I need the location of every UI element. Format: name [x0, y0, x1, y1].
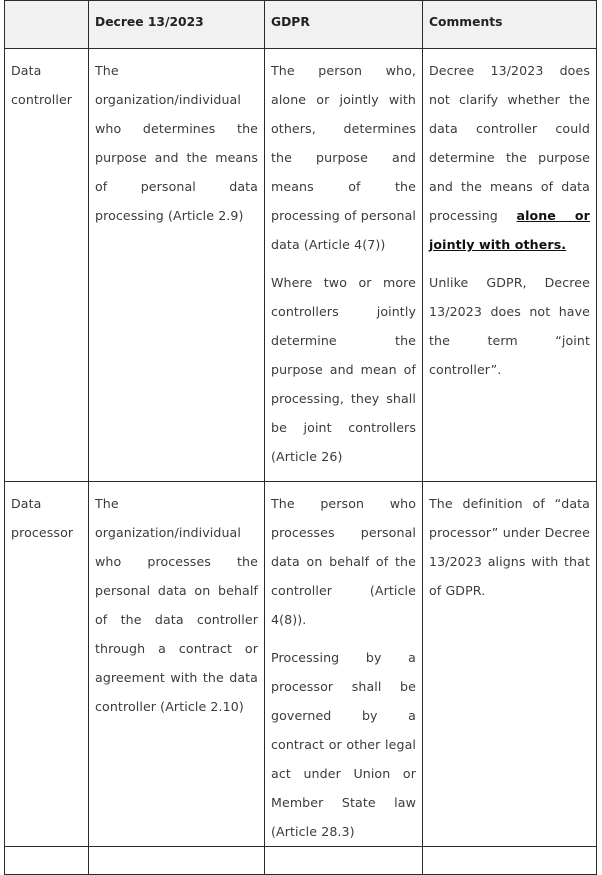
comment-prefix: Decree 13/2023 does not clarify whether the data controller could determine the purpose and the means of data processing: [429, 63, 590, 223]
decree-cell: [89, 482, 265, 847]
table-row-partial: [5, 847, 597, 875]
empty-cell: [265, 847, 423, 875]
term-cell: [5, 49, 89, 482]
table-row: [5, 482, 597, 847]
table-row: [5, 49, 597, 482]
gdpr-text: Processing by a processor shall be governed by a contract or other legal act under Union or Member State law (Article 28.3): [271, 650, 416, 839]
gdpr-text: The person who processes personal data on behalf of the controller (Article 4(8)).: [271, 496, 416, 627]
empty-cell: [5, 847, 89, 875]
header-empty: [5, 1, 89, 49]
empty-cell: [89, 847, 265, 875]
header-row: [5, 1, 597, 49]
header-decree: Decree 13/2023: [89, 1, 265, 49]
term-data-controller: Data controller: [11, 63, 73, 107]
gdpr-cell: [265, 482, 423, 847]
gdpr-cell: [265, 49, 423, 482]
empty-cell: [423, 847, 597, 875]
comments-cell: [423, 482, 597, 847]
comments-cell: [423, 49, 597, 482]
comment-text: Unlike GDPR, Decree 13/2023 does not have the term “joint controller”.: [429, 275, 590, 377]
decree-text: The organization/individual who determines the purpose and the means of personal data processing (Article 2.9): [95, 63, 258, 223]
comment-text: The definition of “data processor” under Decree 13/2023 aligns with that of GDPR.: [429, 496, 590, 598]
gdpr-text: Where two or more controllers jointly determine the purpose and mean of processing, they shall be joint controllers (Article 26): [271, 275, 416, 464]
comment-emphasis: alone or jointly with others.: [429, 208, 590, 252]
term-data-processor: Data processor: [11, 496, 74, 540]
comparison-table: [4, 0, 597, 875]
decree-cell: [89, 49, 265, 482]
header-gdpr: GDPR: [265, 1, 423, 49]
comment-text: [429, 56, 590, 259]
term-cell: [5, 482, 89, 847]
header-comments: Comments: [423, 1, 597, 49]
decree-text: The organization/individual who processes the personal data on behalf of the data controller through a contract or agreement with the data controller (Article 2.10): [95, 496, 258, 714]
gdpr-text: The person who, alone or jointly with others, determines the purpose and means of the processing of personal data (Article 4(7)): [271, 63, 416, 252]
